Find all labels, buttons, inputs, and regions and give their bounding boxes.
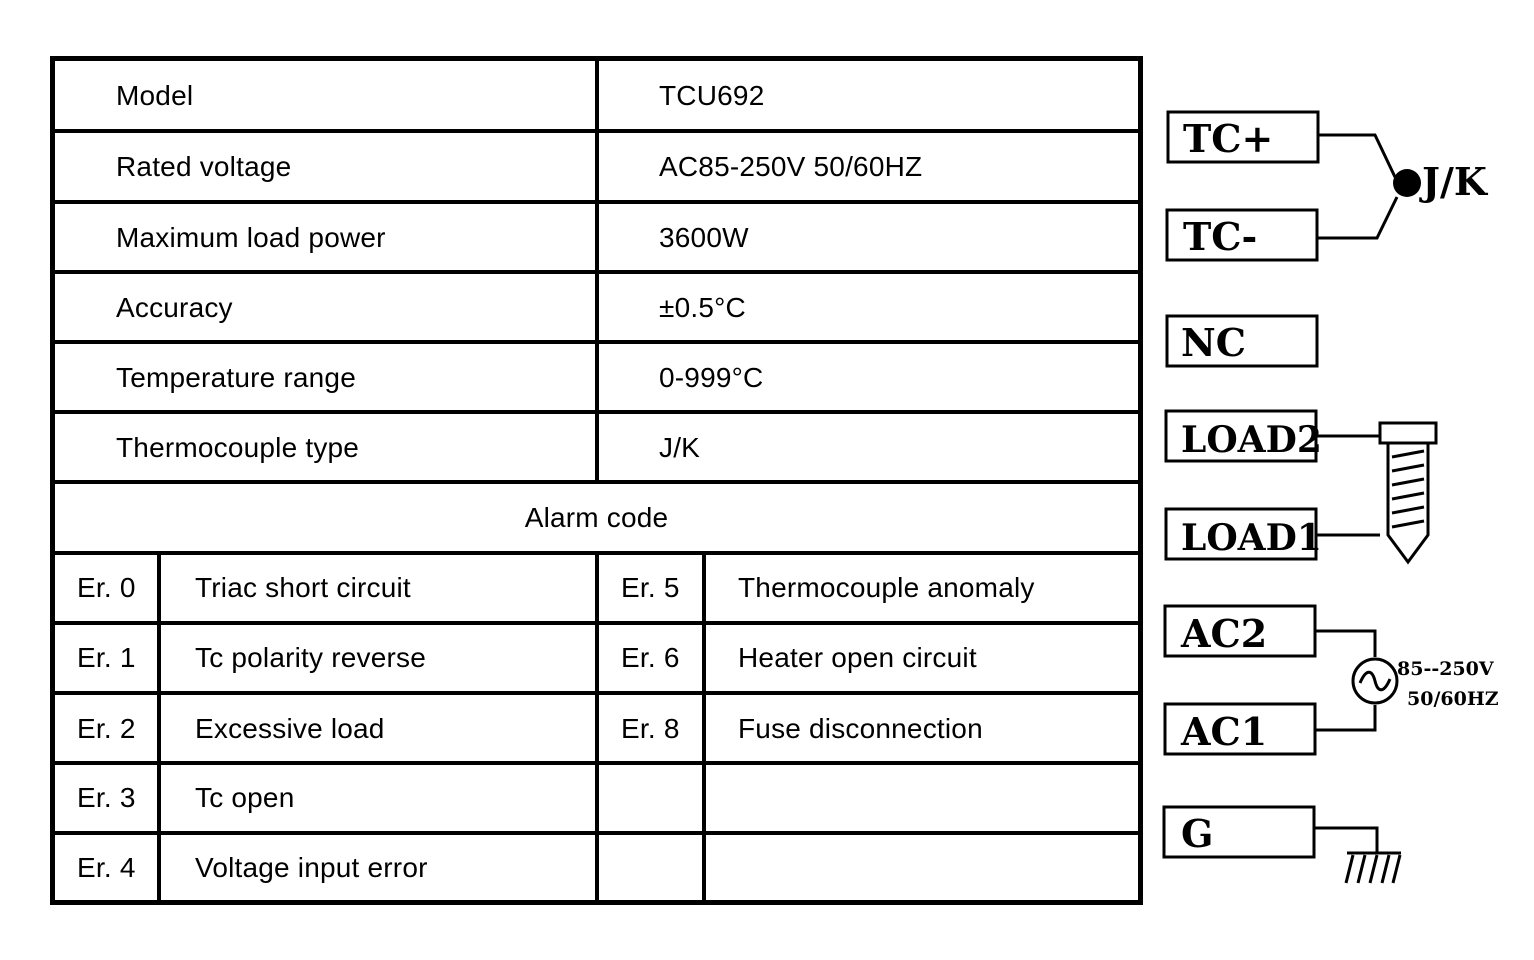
alarm-code: Er. 5 bbox=[621, 572, 680, 603]
alarm-code: Er. 1 bbox=[77, 642, 136, 673]
spec-value: ±0.5°C bbox=[659, 291, 746, 323]
alarm-code: Er. 8 bbox=[621, 712, 680, 744]
alarm-code: Er. 4 bbox=[77, 851, 136, 883]
terminal-label: NC bbox=[1181, 320, 1246, 365]
alarm-desc: Excessive load bbox=[195, 712, 385, 744]
terminal-label: G bbox=[1181, 811, 1214, 856]
spec-label: Rated voltage bbox=[116, 151, 292, 182]
ac2-wire bbox=[1315, 631, 1375, 657]
terminal-label: LOAD1 bbox=[1181, 517, 1322, 559]
terminal-label: TC- bbox=[1183, 214, 1258, 259]
alarm-header: Alarm code bbox=[524, 502, 669, 533]
supply-frequency-label: 50/60HZ bbox=[1407, 688, 1499, 710]
alarm-desc: Heater open circuit bbox=[738, 642, 977, 673]
alarm-code: Er. 2 bbox=[77, 712, 136, 744]
spec-label: Thermocouple type bbox=[116, 431, 360, 463]
column-divider bbox=[702, 553, 706, 900]
thermocouple-junction-icon bbox=[1393, 169, 1421, 197]
alarm-code: Er. 3 bbox=[77, 782, 136, 813]
column-divider bbox=[595, 553, 599, 900]
supply-voltage-label: 85--250V bbox=[1397, 658, 1494, 680]
spec-value: AC85-250V 50/60HZ bbox=[659, 151, 923, 182]
spec-value: J/K bbox=[659, 431, 701, 463]
alarm-desc: Fuse disconnection bbox=[738, 712, 983, 744]
spec-value: TCU692 bbox=[659, 80, 765, 111]
spec-label: Model bbox=[116, 80, 194, 111]
heater-body bbox=[1388, 443, 1428, 562]
terminal-label: AC2 bbox=[1181, 611, 1268, 656]
ac1-wire bbox=[1315, 705, 1375, 730]
spec-label: Temperature range bbox=[116, 361, 356, 393]
alarm-code: Er. 0 bbox=[77, 572, 136, 603]
alarm-desc: Triac short circuit bbox=[195, 572, 411, 603]
spec-label: Accuracy bbox=[116, 291, 233, 323]
ground-icon bbox=[1346, 855, 1400, 883]
terminal-label: TC+ bbox=[1183, 116, 1274, 161]
alarm-code: Er. 6 bbox=[621, 642, 680, 673]
tc-plus-wire bbox=[1318, 135, 1395, 177]
heater-cap bbox=[1380, 423, 1436, 443]
alarm-header-row bbox=[55, 484, 1138, 552]
terminal-label: LOAD2 bbox=[1181, 419, 1322, 461]
thermocouple-type-label: J/K bbox=[1422, 159, 1487, 204]
column-divider bbox=[157, 553, 161, 900]
spec-label: Maximum load power bbox=[116, 221, 386, 253]
tc-minus-wire bbox=[1317, 197, 1397, 238]
spec-table bbox=[50, 56, 1143, 905]
alarm-desc: Thermocouple anomaly bbox=[738, 572, 1035, 603]
alarm-desc: Tc open bbox=[195, 782, 295, 813]
column-divider bbox=[595, 61, 599, 482]
spec-value: 0-999°C bbox=[659, 361, 764, 393]
wiring-diagram bbox=[1155, 95, 1525, 905]
alarm-desc: Voltage input error bbox=[195, 851, 428, 883]
alarm-desc: Tc polarity reverse bbox=[195, 642, 426, 673]
ground-wire bbox=[1314, 828, 1377, 853]
terminal-label: AC1 bbox=[1181, 709, 1268, 754]
spec-value: 3600W bbox=[659, 221, 749, 253]
sine-wave-icon bbox=[1360, 672, 1390, 690]
